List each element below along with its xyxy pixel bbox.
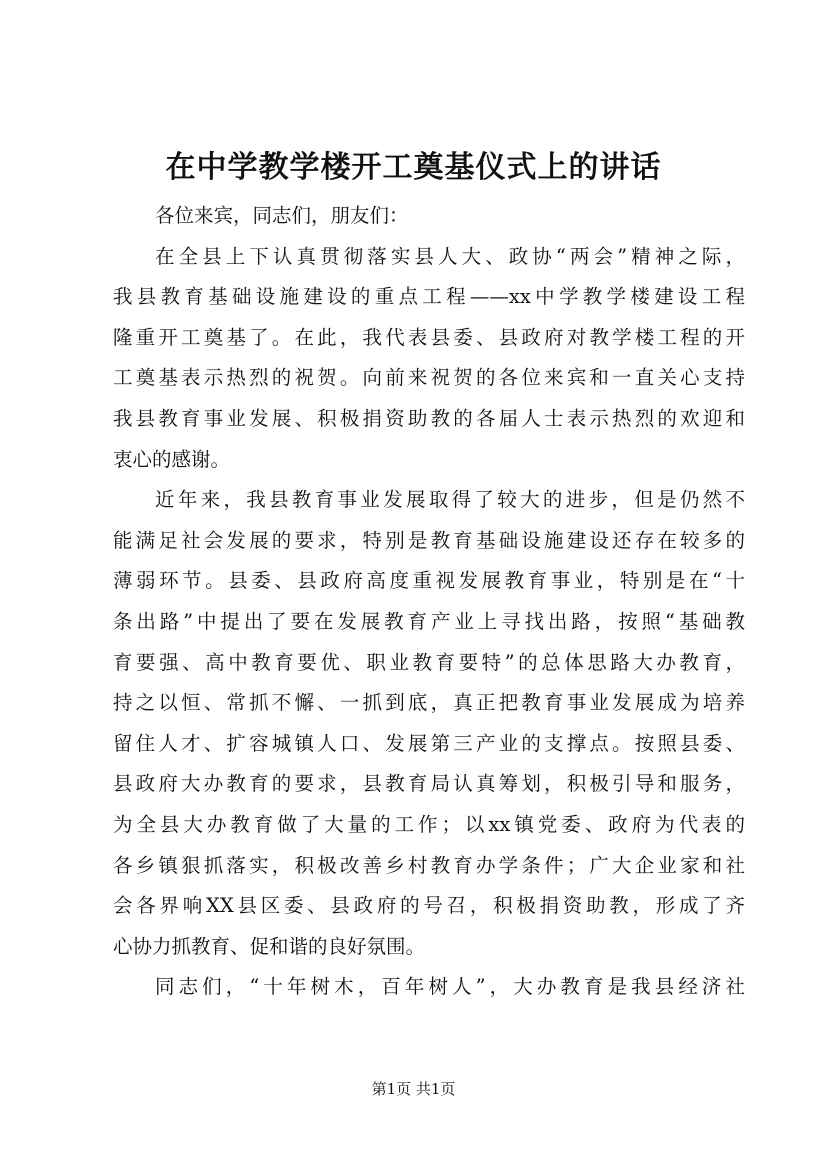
body-line: 心协力抓教育、促和谐的良好氛围。: [113, 934, 426, 958]
page-footer: 第1页 共1页: [371, 1080, 456, 1098]
body-line: 为全县大办教育做了大量的工作；以xx镇党委、政府为代表的: [113, 812, 745, 836]
body-line: 条出路”中提出了要在发展教育产业上寻找出路，按照“基础教: [113, 609, 745, 633]
body-line: 持之以恒、常抓不懈、一抓到底，真正把教育事业发展成为培养: [113, 691, 745, 715]
body-line: 会各界响XX县区委、县政府的号召，积极捐资助教，形成了齐: [113, 894, 745, 918]
body-line: 薄弱环节。县委、县政府高度重视发展教育事业，特别是在“十: [113, 569, 745, 593]
body-line: 各乡镇狠抓落实，积极改善乡村教育办学条件；广大企业家和社: [113, 853, 745, 877]
body-line: 我县教育事业发展、积极捐资助教的各届人士表示热烈的欢迎和: [113, 406, 745, 430]
body-line: 同志们，“十年树木，百年树人”，大办教育是我县经济社: [155, 975, 745, 999]
body-line: 我县教育基础设施建设的重点工程——xx中学教学楼建设工程: [113, 285, 745, 309]
document-title: 在中学教学楼开工奠基仪式上的讲话: [165, 150, 662, 185]
body-line: 隆重开工奠基了。在此，我代表县委、县政府对教学楼工程的开: [113, 325, 745, 349]
body-line: 近年来，我县教育事业发展取得了较大的进步，但是仍然不: [155, 488, 745, 512]
body-line: 育要强、高中教育要优、职业教育要特”的总体思路大办教育，: [113, 650, 745, 674]
document-body: [113, 196, 745, 1008]
body-line: 在全县上下认真贯彻落实县人大、政协“两会”精神之际，: [155, 244, 745, 268]
body-line: 留住人才、扩容城镇人口、发展第三产业的支撑点。按照县委、: [113, 731, 745, 755]
body-line: 县政府大办教育的要求，县教育局认真筹划，积极引导和服务，: [113, 772, 745, 796]
body-line: 能满足社会发展的要求，特别是教育基础设施建设还存在较多的: [113, 528, 745, 552]
body-line: 衷心的感谢。: [113, 447, 231, 471]
body-line: 各位来宾，同志们，朋友们：: [155, 204, 409, 227]
body-line: 工奠基表示热烈的祝贺。向前来祝贺的各位来宾和一直关心支持: [113, 366, 745, 390]
